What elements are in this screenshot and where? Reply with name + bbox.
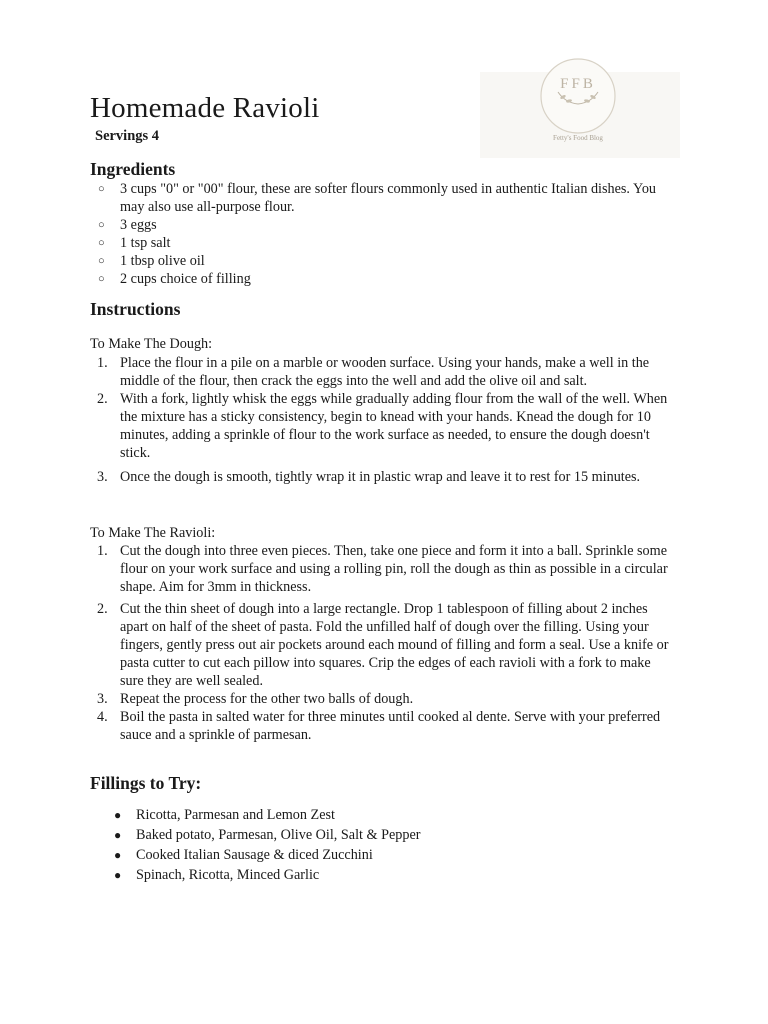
list-item: ○ 3 eggs xyxy=(98,217,157,233)
list-item: ○ 3 cups "0" or "00" flour, these are softer flours commonly used in authentic Italian dishes. You may also use all-purpose flour. xyxy=(98,181,657,215)
circle-bullet-icon: ○ xyxy=(98,183,105,195)
bullet-icon: ● xyxy=(114,848,122,862)
list-item: 3. Repeat the process for the other two balls of dough. xyxy=(97,691,414,707)
circle-bullet-icon: ○ xyxy=(98,255,105,267)
recipe-title: Homemade Ravioli xyxy=(90,92,320,124)
list-item: ● Baked potato, Parmesan, Olive Oil, Salt & Pepper xyxy=(114,827,421,843)
logo-tagline: Fetty's Food Blog xyxy=(553,134,603,142)
circle-bullet-icon: ○ xyxy=(98,273,105,285)
list-item: 4. Boil the pasta in salted water for three minutes until cooked al dente. Serve with your preferred sauce and a sprinkle of parmesan. xyxy=(97,709,661,743)
instructions-heading: Instructions xyxy=(90,299,181,319)
ravioli-subheading: To Make The Ravioli: xyxy=(90,525,216,541)
list-item: 1. Place the flour in a pile on a marble or wooden surface. Using your hands, make a well in the middle of the flour, then crack the eggs into the well and add the olive oil and salt. xyxy=(97,355,650,389)
circle-bullet-icon: ○ xyxy=(98,219,105,231)
list-item: ● Ricotta, Parmesan and Lemon Zest xyxy=(114,807,335,823)
list-item: 2. Cut the thin sheet of dough into a large rectangle. Drop 1 tablespoon of filling about 2 inches apart on half of the sheet of pasta. Fold the unfilled half of dough over the filling. Using your fingers, gently press out air pockets around each mound of filling and form a seal. Use a knife or pasta cutter to cut each pillow into squares. Crip the edges of each ravioli with a fork to make sure they are well sealed. xyxy=(97,601,669,689)
ingredients-heading: Ingredients xyxy=(90,159,176,179)
list-item: ○ 1 tbsp olive oil xyxy=(98,253,205,269)
circle-bullet-icon: ○ xyxy=(98,237,105,249)
list-item: ● Spinach, Ricotta, Minced Garlic xyxy=(114,867,320,883)
bullet-icon: ● xyxy=(114,828,122,842)
servings: Servings 4 xyxy=(95,128,160,144)
fillings-list xyxy=(0,805,686,885)
dough-steps xyxy=(0,354,670,486)
list-item: ● Cooked Italian Sausage & diced Zucchini xyxy=(114,847,373,863)
list-item: ○ 1 tsp salt xyxy=(98,235,171,251)
dough-subheading: To Make The Dough: xyxy=(90,336,213,352)
list-item: 2. With a fork, lightly whisk the eggs while gradually adding flour from the wall of the well. When the mixture has a sticky consistency, begin to knead with your hands. Knead the dough for 10 minutes, adding a sprinkle of flour to the work surface as needed, to ensure the dough doesn't stick. xyxy=(97,391,668,461)
ravioli-steps xyxy=(0,542,670,744)
list-item: 1. Cut the dough into three even pieces. Then, take one piece and form it into a ball. Sprinkle some flour on your work surface and using a rolling pin, roll the dough as thin as possible in a circular shape. Aim for 3mm in thickness. xyxy=(97,543,668,595)
ingredients-list xyxy=(0,180,670,288)
list-item: ○ 2 cups choice of filling xyxy=(98,271,251,287)
ffb-logo xyxy=(538,56,618,146)
fillings-heading: Fillings to Try: xyxy=(90,773,202,793)
bullet-icon: ● xyxy=(114,808,122,822)
list-item: 3. Once the dough is smooth, tightly wrap it in plastic wrap and leave it to rest for 15 minutes. xyxy=(97,469,641,485)
bullet-icon: ● xyxy=(114,868,122,882)
logo-monogram: FFB xyxy=(560,76,596,92)
